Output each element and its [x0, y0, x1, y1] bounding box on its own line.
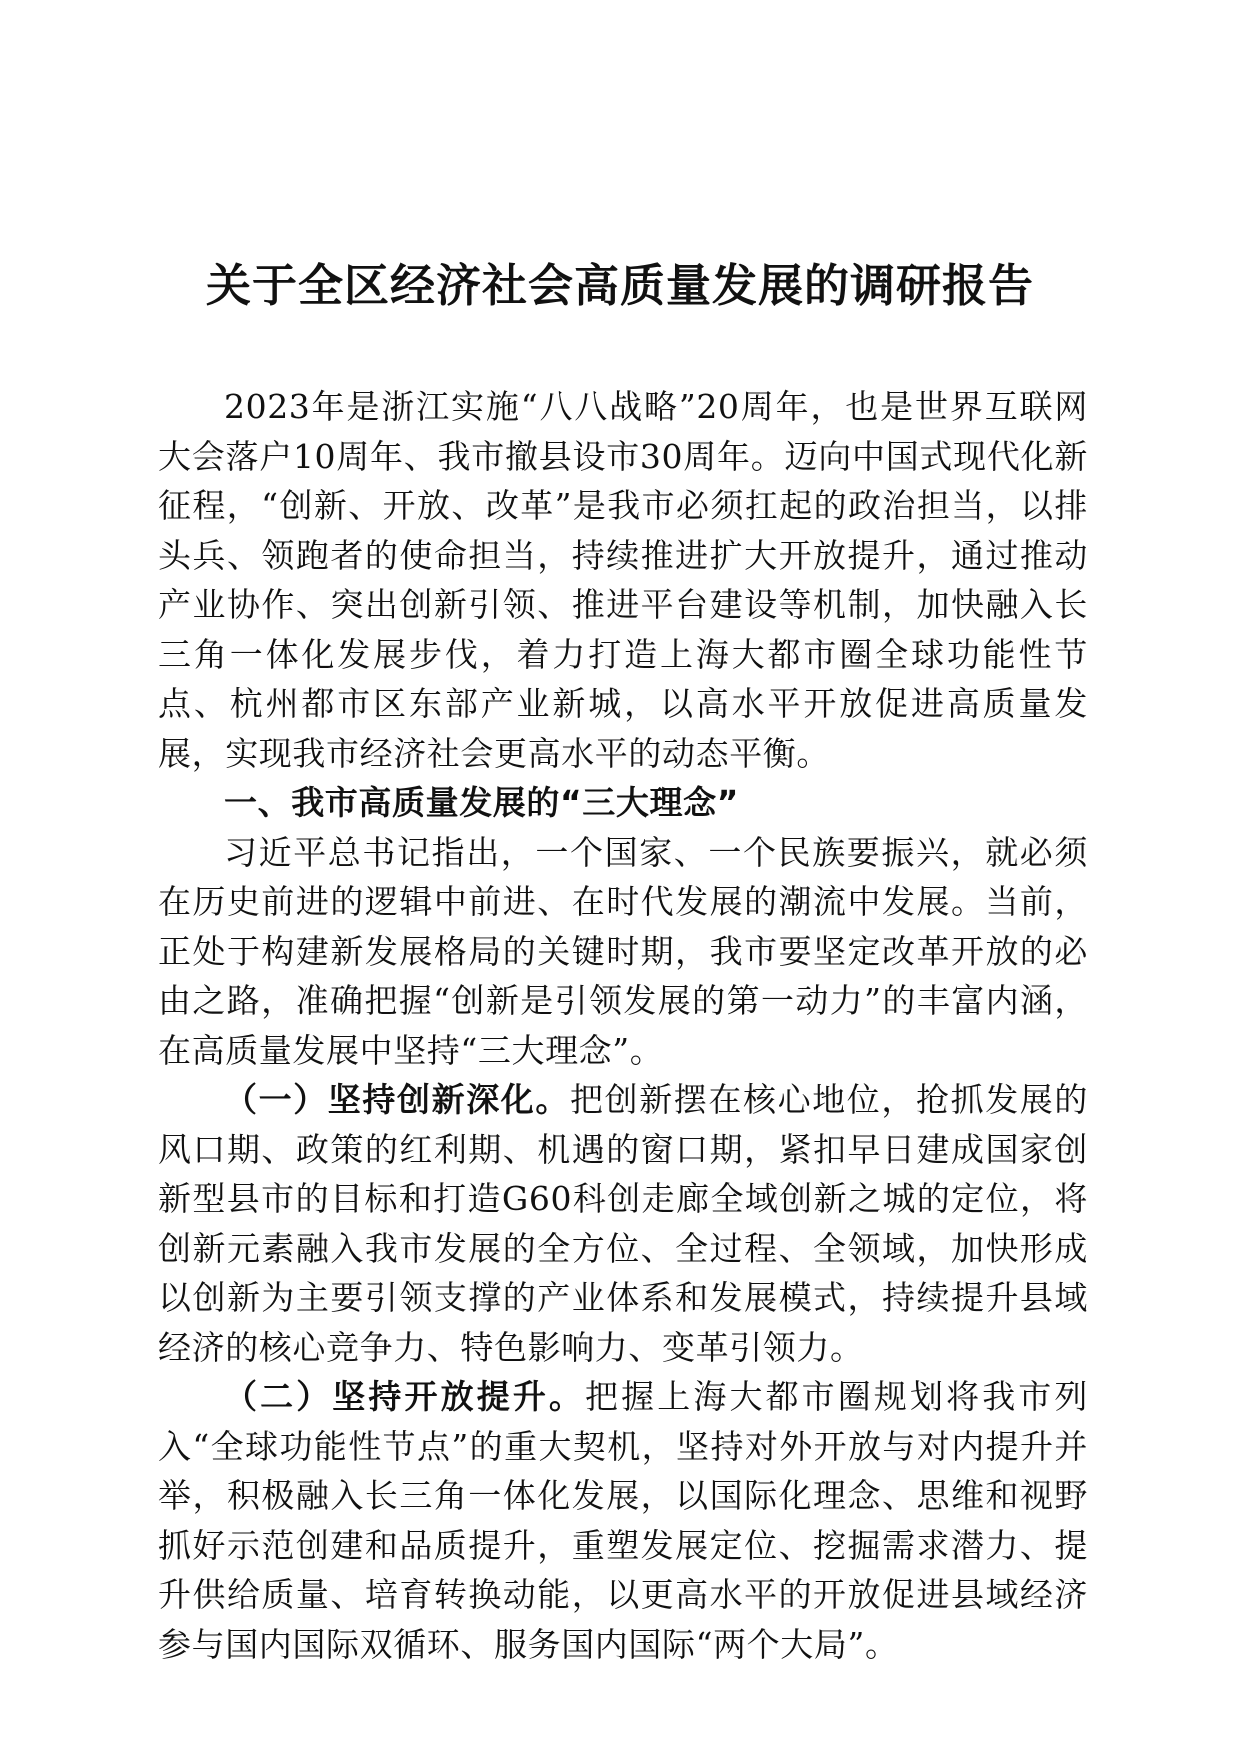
- subsection-1-lead: （一）坚持创新深化。: [224, 1080, 570, 1119]
- intro-paragraph: 2023年是浙江实施“八八战略”20周年，也是世界互联网大会落户10周年、我市撤县设市30周年。迈向中国式现代化新征程，“创新、开放、改革”是我市必须扛起的政治担当，以排头兵、领跑者的使命担当，持续推进扩大开放提升，通过推动产业协作、突出创新引领、推进平台建设等机制，加快融入长三角一体化发展步伐，着力打造上海大都市圈全球功能性节点、杭州都市区东部产业新城，以高水平开放促进高质量发展，实现我市经济社会更高水平的动态平衡。: [158, 387, 1088, 773]
- document-title: 关于全区经济社会高质量发展的调研报告: [205, 259, 1034, 312]
- section-1-paragraph: 习近平总书记指出，一个国家、一个民族要振兴，就必须在历史前进的逻辑中前进、在时代发展的潮流中发展。当前，正处于构建新发展格局的关键时期，我市要坚定改革开放的必由之路，准确把握“创新是引领发展的第一动力”的丰富内涵，在高质量发展中坚持“三大理念”。: [158, 832, 1088, 1070]
- section-heading-1: 一、我市高质量发展的“三大理念”: [224, 783, 739, 822]
- subsection-1-text: 把创新摆在核心地位，抢抓发展的风口期、政策的红利期、机遇的窗口期，紧扣早日建成国家创新型县市的目标和打造G60科创走廊全域创新之城的定位，将创新元素融入我市发展的全方位、全过程、全领域，加快形成以创新为主要引领支撑的产业体系和发展模式，持续提升县域经济的核心竞争力、特色影响力、变革引领力。: [158, 1080, 1088, 1367]
- subsection-1-paragraph: [158, 1075, 1088, 1372]
- document-body: [158, 382, 1088, 1669]
- subsection-2-text: 把握上海大都市圈规划将我市列入“全球功能性节点”的重大契机，坚持对外开放与对内提升并举，积极融入长三角一体化发展，以国际化理念、思维和视野抓好示范创建和品质提升，重塑发展定位、挖掘需求潜力、提升供给质量、培育转换动能，以更高水平的开放促进县域经济参与国内国际双循环、服务国内国际“两个大局”。: [158, 1377, 1088, 1664]
- subsection-2-paragraph: [158, 1372, 1088, 1669]
- subsection-2-lead: （二）坚持开放提升。: [224, 1377, 586, 1416]
